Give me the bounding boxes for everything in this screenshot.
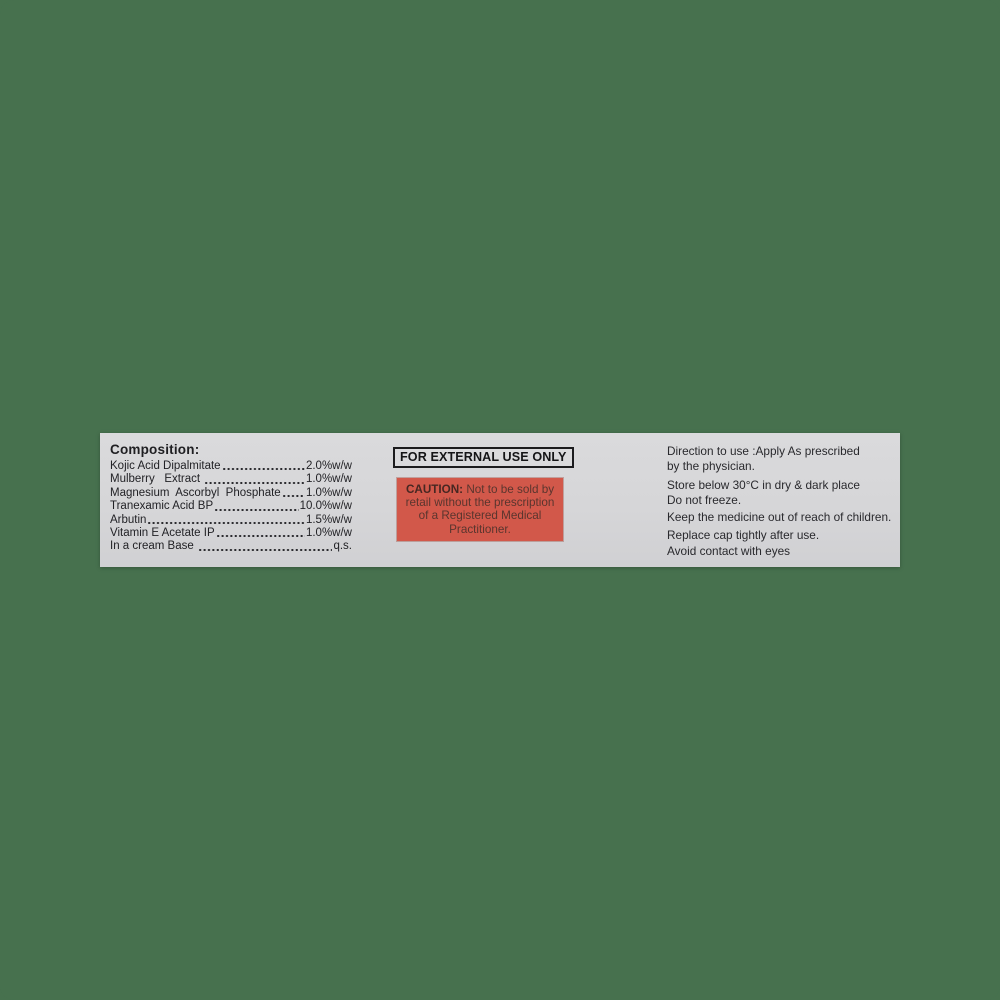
direction-paragraph — [667, 528, 905, 559]
ingredient-value: 1.0%w/w — [305, 527, 352, 540]
caution-prefix: CAUTION: — [405, 483, 464, 496]
ingredient-value: 1.0%w/w — [305, 486, 352, 499]
directions-section — [667, 444, 905, 562]
ingredient-name: Mulberry Extract — [110, 473, 204, 486]
external-use-box: FOR EXTERNAL USE ONLY — [393, 447, 574, 468]
composition-section — [110, 442, 352, 554]
ingredient-row — [110, 460, 352, 473]
direction-line: Store below 30°C in dry & dark place — [667, 477, 860, 492]
dot-leader — [216, 527, 305, 540]
ingredient-value: 10.0%w/w — [299, 500, 352, 513]
direction-line: Avoid contact with eyes — [667, 543, 791, 558]
ingredient-name: Tranexamic Acid BP — [110, 500, 214, 513]
ingredient-row — [110, 527, 352, 540]
caution-box — [397, 478, 563, 541]
caution-line — [397, 483, 563, 496]
ingredient-value: q.s. — [333, 540, 352, 553]
direction-line: Direction to use :Apply As prescribed — [667, 444, 860, 458]
direction-paragraph — [667, 478, 905, 509]
dot-leader — [214, 500, 298, 513]
ingredient-row — [110, 540, 352, 553]
dot-leader — [222, 460, 305, 473]
dot-leader — [204, 473, 305, 486]
caution-line: of a Registered Medical — [418, 509, 542, 523]
direction-paragraph — [667, 510, 905, 525]
ingredient-value: 2.0%w/w — [305, 460, 352, 472]
direction-paragraph — [667, 444, 905, 475]
direction-line: Replace cap tightly after use. — [667, 528, 820, 543]
ingredient-name: Kojic Acid Dipalmitate — [110, 460, 221, 472]
caution-line: Practitioner. — [449, 522, 511, 536]
direction-line: Keep the medicine out of reach of children. — [667, 510, 892, 525]
ingredient-value: 1.5%w/w — [305, 513, 352, 526]
ingredient-row — [110, 473, 352, 486]
ingredient-name: In a cream Base — [110, 540, 197, 553]
ingredient-row — [110, 487, 352, 500]
direction-line: Do not freeze. — [667, 492, 742, 507]
ingredient-name: Vitamin E Acetate IP — [110, 527, 215, 540]
caution-text: Not to be sold by — [463, 483, 555, 496]
ingredient-row — [110, 500, 352, 513]
composition-heading: Composition: — [110, 442, 200, 457]
packaging-label — [100, 433, 900, 567]
direction-line: by the physician. — [667, 459, 755, 474]
dot-leader — [198, 540, 333, 553]
ingredient-name: Arbutin — [110, 513, 147, 526]
ingredient-name: Magnesium Ascorbyl Phosphate — [110, 486, 281, 499]
caution-line: retail without the prescription — [405, 496, 555, 510]
dot-leader — [147, 514, 305, 527]
dot-leader — [282, 487, 305, 500]
ingredient-row — [110, 514, 352, 527]
ingredient-value: 1.0%w/w — [305, 473, 352, 486]
